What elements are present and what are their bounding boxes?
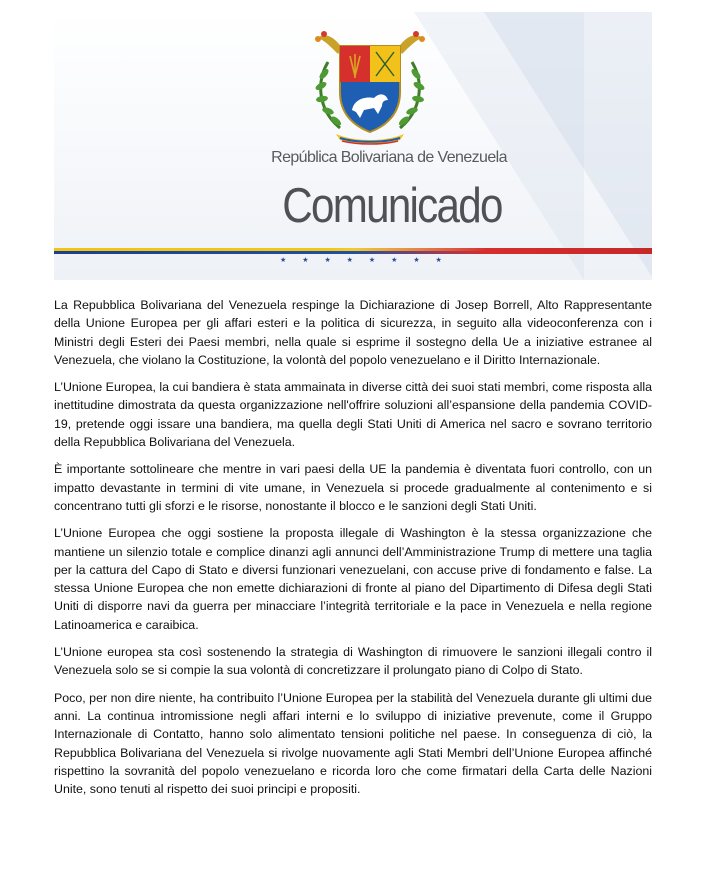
coat-of-arms-emblem [294, 22, 446, 146]
paragraph: La Repubblica Bolivariana del Venezuela respinge la Dichiarazione di Josep Borrell, Alto Rappresentante della Unione Europea per gli affari esteri e la politica di sicurezza, in seguito alla videoconferenza con i Ministri degli Esteri dei Paesi membri, nella quale si esprime il sostegno della Ue a iniziative estranee al Venezuela, che violano la Costituzione, la volontà del popolo venezuelano e il Diritto Internazionale. [54, 298, 652, 367]
page-title: Comunicado [282, 179, 502, 233]
paragraph: L’Unione Europea, la cui bandiera è stata ammainata in diverse città dei suoi stati membri, come risposta alla inettitudine dimostrata da questa organizzazione nell'offrire soluzioni all’espansione della pandemia COVID-19, pretende oggi issare una bandiera, ma quella degli Stati Uniti di America nel sacro e sovrano territorio della Repubblica Bolivariana del Venezuela. [54, 380, 652, 450]
paragraph: L’Unione europea sta così sostenendo la strategia di Washington di rimuovere le sanzioni illegali contro il Venezuela solo se si compie la sua volontà di concretizzare il prolungato piano di Colpo di Stato. [54, 645, 652, 678]
communique-body [54, 296, 652, 807]
flag-stripe-red [354, 248, 652, 254]
stars-row: ★ ★ ★ ★ ★ ★ ★ ★ [280, 257, 449, 264]
paragraph: L’Unione Europea che oggi sostiene la proposta illegale di Washington è la stessa organizzazione che mantiene un silenzio totale e complice dinanzi agli annunci dell’Amministrazione Trump di mettere una taglia per la cattura del Capo di Stato e diversi funzionari venezuelani, con accuse prive di fondamento e false. La stessa Unione Europea che non emette dichiarazioni di fronte al piano del Dipartimento di Difesa degli Stati Uniti di disporre navi da guerra per minacciare l’integrità territoriale e la pace in Venezuela e nella regione Latinoamerica e caraibica. [54, 526, 652, 632]
header-banner [54, 12, 652, 280]
banner-watermark [484, 12, 652, 280]
paragraph: Poco, per non dire niente, ha contribuito l’Unione Europea per la stabilità del Venezuela durante gli ultimi due anni. La continua intromissione negli affari interni e lo sviluppo di iniziative prevenute, come il Gruppo Internazionale di Contatto, hanno solo alimentato tensioni politiche nel paese. In conseguenza di ciò, la Repubblica Bolivariana del Venezuela si rivolge nuovamente agli Stati Membri dell’Unione Europea affinché rispettino la sovranità del popolo venezuelano e ricorda loro che come firmatari della Carta delle Nazioni Unite, sono tenuti al rispetto dei suoi principi e propositi. [54, 690, 652, 797]
country-name: República Bolivariana de Venezuela [271, 149, 507, 166]
paragraph: È importante sottolineare che mentre in vari paesi della UE la pandemia è diventata fuori controllo, con un impatto devastante in termini di vite umane, in Venezuela si procede gradualmente al contenimento e si concentrano tutti gli sforzi e le risorse, nonostante il blocco e le sanzioni degli Stati Uniti. [54, 462, 652, 513]
